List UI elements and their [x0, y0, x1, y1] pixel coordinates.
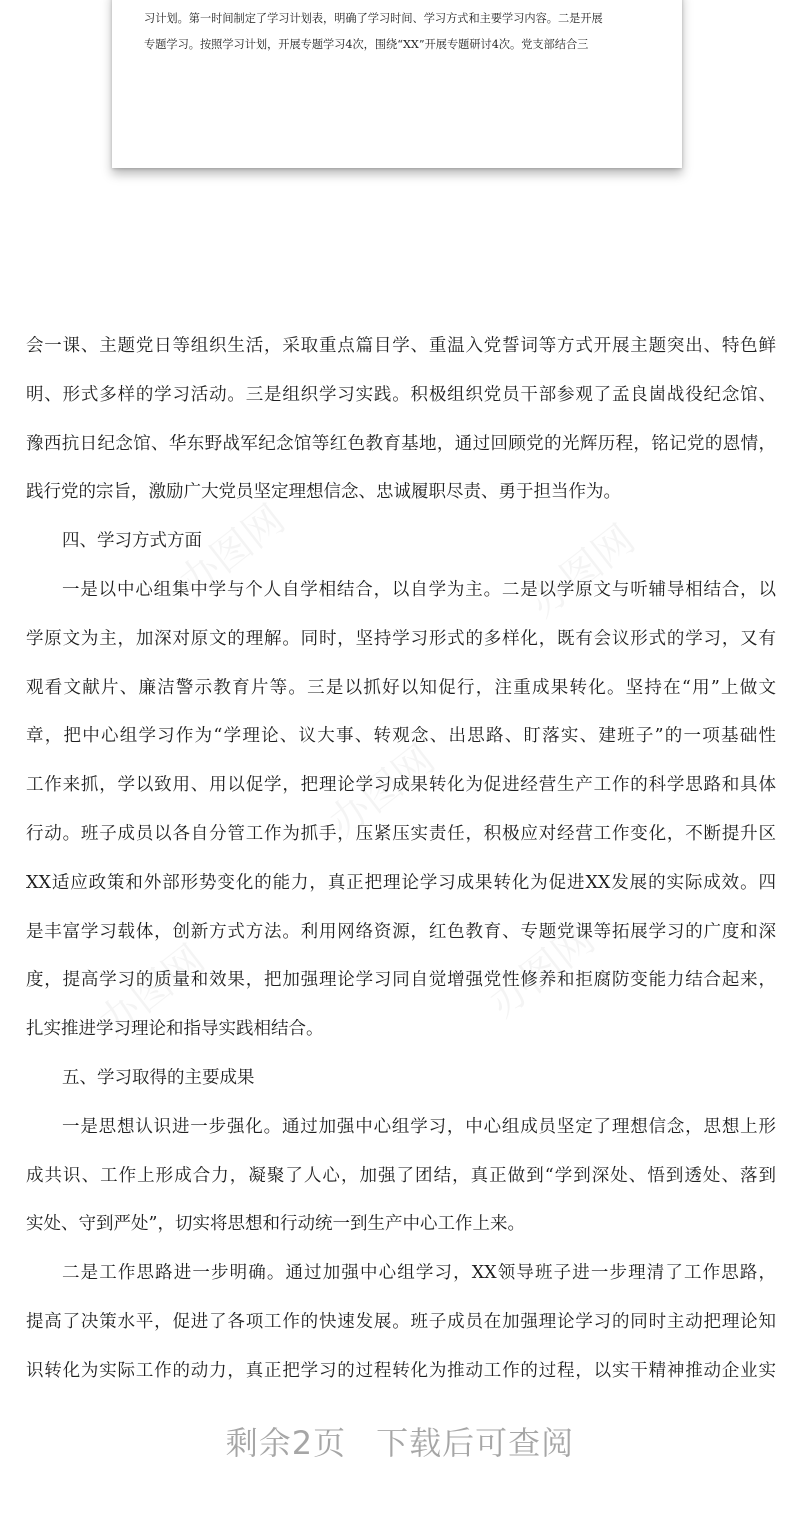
text-line: 扎实推进学习理论和指导实践相结合。 [26, 1019, 324, 1040]
text-line: 提高了决策水平，促进了各项工作的快速发展。班子成员在加强理论学习的同时主动把理论知 [26, 1311, 776, 1332]
text-line: 一是以中心组集中学与个人自学相结合，以自学为主。二是以学原文与听辅导相结合，以 [62, 579, 776, 600]
text-line: 观看文献片、廉洁警示教育片等。三是以抓好以知促行，注重成果转化。坚持在“用”上做文 [26, 677, 776, 698]
text-line: 实处、守到严处”，切实将思想和行动统一到生产中心工作上来。 [26, 1214, 525, 1235]
text-line: 工作来抓，学以致用、用以促学，把理论学习成果转化为促进经营生产工作的科学思路和具体 [26, 775, 776, 796]
text-line: 践行党的宗旨，激励广大党员坚定理想信念、忠诚履职尽责、勇于担当作为。 [26, 482, 621, 503]
section-heading: 五、学习取得的主要成果 [62, 1067, 255, 1088]
text-line: 豫西抗日纪念馆、华东野战军纪念馆等红色教育基地，通过回顾党的光辉历程，铭记党的恩情， [26, 433, 776, 454]
text-line: XX适应政策和外部形势变化的能力，真正把理论学习成果转化为促进XX发展的实际成效。四 [26, 872, 776, 893]
preview-line: 习计划。第一时间制定了学习计划表，明确了学习时间、学习方式和主要学习内容。二是开展 [144, 12, 603, 25]
text-line: 行动。班子成员以各自分管工作为抓手，压紧压实责任，积极应对经营工作变化，不断提升区 [26, 823, 776, 844]
text-line: 明、形式多样的学习活动。三是组织学习实践。积极组织党员干部参观了孟良崮战役纪念馆、 [26, 384, 776, 405]
text-line: 二是工作思路进一步明确。通过加强中心组学习，XX领导班子进一步理清了工作思路， [62, 1263, 776, 1284]
preview-line: 专题学习。按照学习计划，开展专题学习4次，围绕“XX”开展专题研讨4次。党支部结合三 [144, 38, 589, 51]
text-line: 度，提高学习的质量和效果，把加强理论学习同自觉增强党性修养和拒腐防变能力结合起来， [26, 970, 776, 991]
text-line: 章，把中心组学习作为“学理论、议大事、转观念、出思路、盯落实、建班子”的一项基础性 [26, 726, 776, 747]
section-heading: 四、学习方式方面 [62, 531, 202, 552]
text-line: 识转化为实际工作的动力，真正把学习的过程转化为推动工作的过程，以实干精神推动企业实 [26, 1360, 776, 1381]
document-preview-card [112, 0, 682, 168]
document-body [26, 322, 776, 1396]
text-line: 成共识、工作上形成合力，凝聚了人心，加强了团结，真正做到“学到深处、悟到透处、落到 [26, 1165, 776, 1186]
text-line: 一是思想认识进一步强化。通过加强中心组学习，中心组成员坚定了理想信念，思想上形 [62, 1116, 776, 1137]
download-prompt[interactable] [0, 1418, 800, 1464]
text-line: 是丰富学习载体，创新方式方法。利用网络资源，红色教育、专题党课等拓展学习的广度和深 [26, 921, 776, 942]
download-to-view-label: 下载后可查阅 [376, 1424, 575, 1462]
text-line: 学原文为主，加深对原文的理解。同时，坚持学习形式的多样化，既有会议形式的学习，又有 [26, 628, 776, 649]
text-line: 会一课、主题党日等组织生活，采取重点篇目学、重温入党誓词等方式开展主题突出、特色鲜 [26, 336, 776, 356]
remaining-pages-label: 剩余2页 [225, 1424, 347, 1462]
